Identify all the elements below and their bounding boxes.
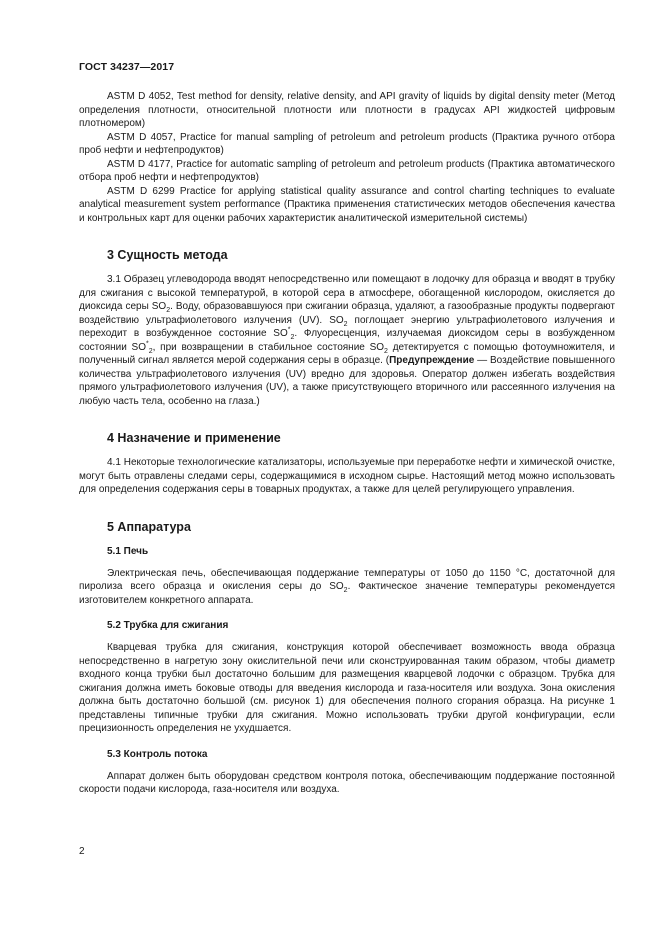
- text-run: поглощает энергию ультрафиолетового излучения и переходит в возбужденное состояние SO: [79, 314, 615, 339]
- reference-item: ASTM D 6299 Practice for applying statistical quality assurance and control charting techniques to evaluate analytical measurement system performance (Практика применения статистических методов обеспечения качества и контрольных карт для оценки рабочих характеристик аналитической измерительной системы): [79, 185, 615, 224]
- document-header: ГОСТ 34237—2017: [79, 61, 175, 73]
- page-number: 2: [79, 846, 85, 857]
- subscript: 2: [343, 587, 348, 594]
- subsection-5-1: [79, 545, 615, 608]
- subsection-5-2: [79, 619, 615, 736]
- reference-item: ASTM D 4052, Test method for density, relative density, and API gravity of liquids by digital density meter (Метод определения плотности, относительной плотности или плотности в градусах API жидкостей цифровым плотномером): [79, 91, 615, 129]
- paragraph-5-3: Аппарат должен быть оборудован средством контроля потока, обеспечивающим поддержание постоянной скорости подачи кислорода, газа-носителя или воздуха.: [79, 770, 615, 795]
- text-run: . Воду, образовавшуюся при сжигании образца, удаляют, а газообразные продукты подвергают воздействию ультрафиолетового излучения (UV). SO: [79, 301, 615, 326]
- subscript: 2: [290, 334, 295, 341]
- paragraph-3-1: [79, 273, 615, 408]
- text-run: . Фактическое значение температуры рекомендуется изготовителем конкретного аппарата.: [79, 581, 616, 606]
- subsection-title: 5.3 Контроль потока: [107, 748, 208, 760]
- section-4: [79, 430, 615, 497]
- reference-item: ASTM D 4177, Practice for automatic sampling of petroleum and petroleum products (Практика автоматического отбора проб нефти и нефтепродуктов): [79, 158, 615, 183]
- paragraph-4-1: 4.1 Некоторые технологические катализаторы, используемые при переработке нефти и химической очистке, могут быть отравлены следами серы, содержащимися в исходном сырье. Настоящий метод можно использовать для определения содержания серы в товарных продуктах, а также для целей регулирующего управления.: [79, 457, 615, 495]
- section-title: 5 Аппаратура: [107, 519, 191, 534]
- references-list: [79, 90, 615, 225]
- subscript: 2: [166, 307, 171, 314]
- subsection-title: 5.2 Трубка для сжигания: [107, 620, 229, 631]
- text-run: Электрическая печь, обеспечивающая поддержание температуры от 1050 до 1150 °С, достаточной для пиролиза всего образца и окисления серы до SO: [79, 567, 615, 592]
- superscript: *: [287, 326, 291, 334]
- superscript: *: [146, 340, 149, 348]
- section-3: [79, 247, 615, 408]
- paragraph-5-2: Кварцевая трубка для сжигания, конструкция которой обеспечивает возможность ввода образца непосредственно в нагретую зону окислительной печи или сконструированная таким образом, чтобы диаметр входного конца трубки был достаточно большим для размещения кварцевой лодочки с образцом. Трубка для сжигания должна иметь боковые отводы для введения кислорода и газа-носителя или воздуха. Зона окисления должна быть достаточно большой (см. рисунок 1) для обеспечения полного сгорания образца. На рисунке 1 представлены типичные трубки для сжигания. Можно использовать трубки другой конфигурации, если прецизионность определения не ухудшается.: [79, 642, 615, 734]
- warning-label: Предупреждение: [389, 355, 475, 366]
- text-run: — Воздействие повышенного количества ультрафиолетового излучения (UV) вредно для здоровья. Оператор должен избегать воздействия прямого ультрафиолетового излучения (UV), а также присутствующего вторичного или рассеянного излучения на любую часть тела, особенно на глаза.): [79, 355, 616, 407]
- text-run: , при возвращении в стабильное состояние SO: [152, 341, 385, 353]
- section-5: [79, 519, 615, 797]
- subscript: 2: [148, 347, 153, 355]
- text-run: . Флуоресценция, излучаемая диоксидом серы в возбужденном состоянии SO: [79, 328, 615, 353]
- text-run: детектируется с помощью фотоумножителя, и полученный сигнал является мерой содержания серы в образце. (: [79, 341, 615, 366]
- subscript: 2: [384, 347, 388, 355]
- subsection-title: 5.1 Печь: [107, 545, 149, 557]
- reference-item: ASTM D 4057, Practice for manual sampling of petroleum and petroleum products (Практика ручного отбора проб нефти и нефтепродуктов): [79, 131, 615, 156]
- subscript: 2: [343, 320, 348, 328]
- document-body: [79, 90, 615, 797]
- text-run: 3.1 Образец углеводорода вводят непосредственно или помещают в лодочку для образца и вводят в трубку для сжигания с высокой температурой, в которой сера в атмосфере, обогащенной кислородом, окисляется до диоксида серы SO: [79, 274, 615, 312]
- section-title: 4 Назначение и применение: [107, 431, 281, 445]
- section-title: 3 Сущность метода: [107, 248, 228, 262]
- subsection-5-3: [79, 748, 615, 797]
- paragraph-5-1: [79, 567, 615, 608]
